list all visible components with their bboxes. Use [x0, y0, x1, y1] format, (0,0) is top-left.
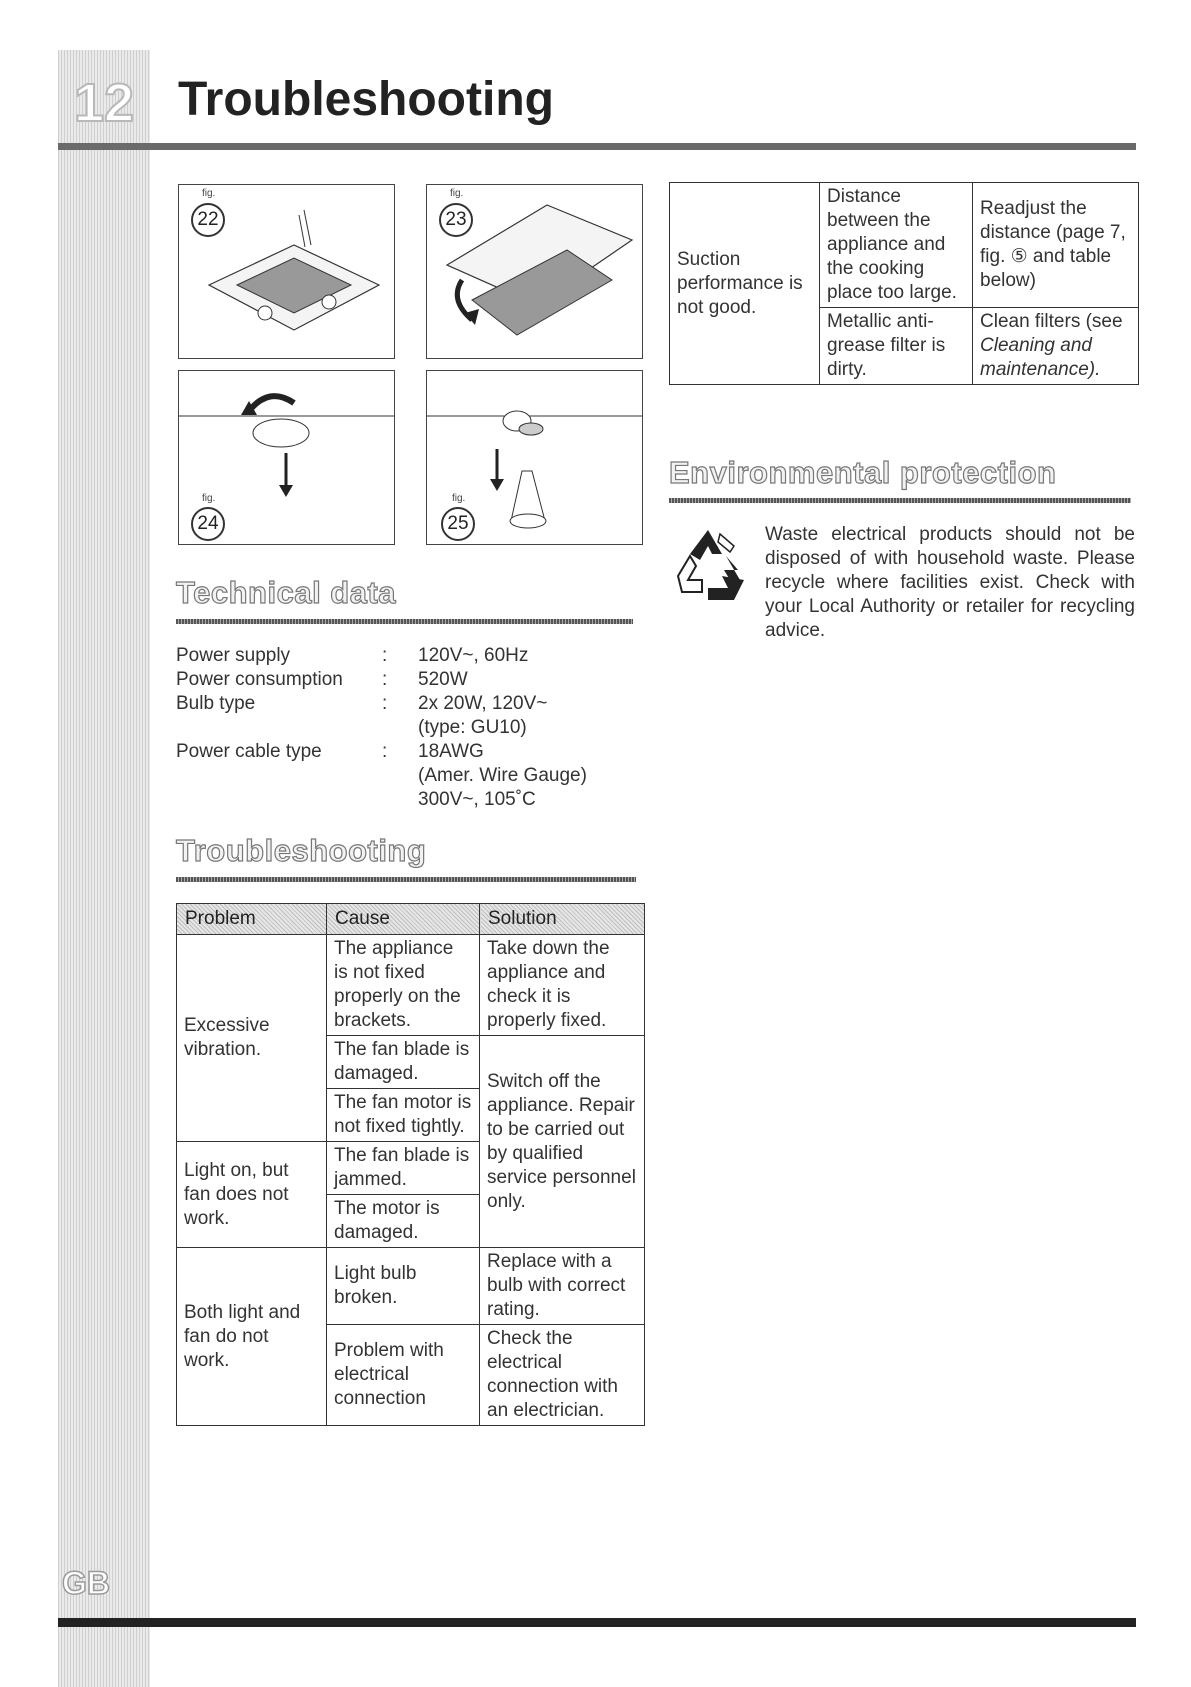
fig-label: fig. [202, 493, 216, 504]
cause-cell: The motor is damaged. [327, 1195, 480, 1248]
tech-colon: : [382, 741, 388, 762]
solution-reference: Cleaning and maintenance). [980, 335, 1101, 380]
chapter-number: 12 [73, 73, 135, 133]
solution-cell: Take down the appliance and check it is properly fixed. [480, 935, 645, 1036]
cause-cell: The appliance is not fixed properly on the brackets. [327, 935, 480, 1036]
recycle-icon [668, 526, 748, 606]
page-title: Troubleshooting [178, 73, 554, 126]
tech-label: Power consumption [176, 669, 343, 690]
troubleshooting-heading: Troubleshooting [176, 833, 427, 868]
fig-label: fig. [450, 188, 464, 199]
table-row [177, 1248, 645, 1325]
tech-value: 520W [418, 669, 468, 690]
fig-label: fig. [452, 493, 466, 504]
environmental-protection-rule [669, 498, 1131, 503]
solution-cell: Switch off the appliance. Repair to be carried out by qualified service personnel only. [480, 1036, 645, 1248]
tech-colon: : [382, 669, 388, 690]
technical-data-rule [176, 619, 633, 624]
tech-label: Bulb type [176, 693, 256, 714]
cause-cell: The fan motor is not fixed tightly. [327, 1089, 480, 1142]
figure-23 [426, 184, 643, 359]
environmental-protection-heading: Environmental protection [669, 455, 1057, 490]
title-rule [58, 143, 1136, 150]
column-header-cause: Cause [327, 904, 480, 935]
figure-number-22: 22 [191, 203, 225, 237]
problem-cell: Light on, but fan does not work. [177, 1142, 327, 1248]
fig-label: fig. [202, 188, 216, 199]
tech-colon: : [382, 645, 388, 666]
tech-value: 300V~, 105˚C [418, 789, 536, 810]
language-code: GB [62, 1565, 110, 1601]
problem-cell: Both light and fan do not work. [177, 1248, 327, 1426]
tech-colon: : [382, 693, 388, 714]
figure-number-25: 25 [441, 507, 475, 541]
tech-value: 2x 20W, 120V~ [418, 693, 548, 714]
figure-number-23: 23 [439, 203, 473, 237]
solution-cell: Check the electrical connection with an electrician. [480, 1325, 645, 1426]
solution-cell: Readjust the distance (page 7, fig. ⑤ and table below) [973, 183, 1139, 308]
cause-cell: The fan blade is damaged. [327, 1036, 480, 1089]
table-row [177, 935, 645, 1036]
solution-cell [973, 308, 1139, 385]
chapter-sidebar [58, 50, 150, 1687]
tech-label: Power cable type [176, 741, 322, 762]
solution-cell: Replace with a bulb with correct rating. [480, 1248, 645, 1325]
problem-cell: Suction performance is not good. [670, 183, 820, 385]
tech-label: Power supply [176, 645, 291, 666]
cause-cell: Metallic anti-grease filter is dirty. [820, 308, 973, 385]
bottom-rule [58, 1618, 1136, 1627]
figure-22 [178, 184, 395, 359]
table-row [670, 183, 1139, 308]
troubleshooting-rule [176, 877, 636, 882]
solution-text: Clean filters (see [980, 311, 1123, 332]
problem-cell: Excessive vibration. [177, 935, 327, 1142]
figure-number-24: 24 [191, 507, 225, 541]
troubleshooting-table [176, 903, 645, 1426]
table-header-row [177, 904, 645, 935]
cause-cell: Light bulb broken. [327, 1248, 480, 1325]
tech-value: (type: GU10) [418, 717, 527, 738]
environmental-protection-text: Waste electrical products should not be disposed of with household waste. Please recycle where facilities exist. Check with your Local Authority or retailer for recycling advice. [765, 524, 1135, 641]
column-header-solution: Solution [480, 904, 645, 935]
suction-table [669, 182, 1139, 385]
cause-cell: Problem with electrical connection [327, 1325, 480, 1426]
tech-value: (Amer. Wire Gauge) [418, 765, 587, 786]
tech-value: 120V~, 60Hz [418, 645, 529, 666]
cause-cell: The fan blade is jammed. [327, 1142, 480, 1195]
tech-value: 18AWG [418, 741, 484, 762]
figure-25 [426, 370, 643, 545]
figure-24 [178, 370, 395, 545]
column-header-problem: Problem [177, 904, 327, 935]
cause-cell: Distance between the appliance and the cooking place too large. [820, 183, 973, 308]
technical-data-heading: Technical data [176, 575, 397, 610]
